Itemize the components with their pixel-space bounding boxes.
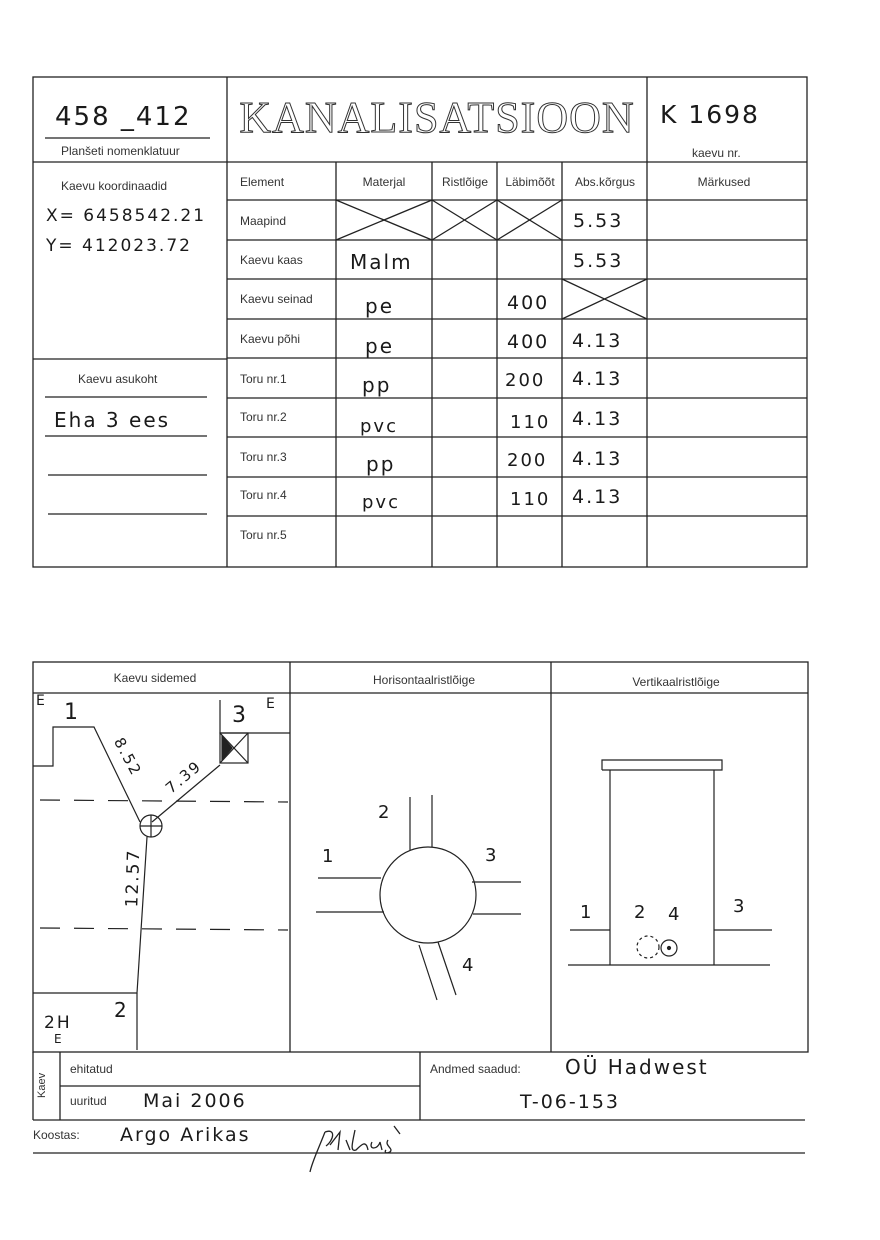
col-header-diameter: Läbimõõt: [505, 175, 555, 189]
data-source-value: OÜ Hadwest: [565, 1055, 709, 1079]
well-side-label: Kaev: [36, 1072, 48, 1098]
signature: [310, 1126, 400, 1172]
row-height: 4.13: [572, 368, 623, 390]
col-header-cross-section: Ristlõige: [441, 175, 489, 189]
vertical-pipe-3-label: 3: [733, 896, 747, 917]
row-element: Toru nr.1: [240, 372, 287, 386]
col-header-abs-height: Abs.kõrgus: [574, 175, 636, 189]
row-element: Kaevu põhi: [240, 332, 301, 346]
location-label: Kaevu asukoht: [78, 372, 158, 386]
vertical-section-title: Vertikaalristlõige: [632, 675, 720, 689]
well-number-label: kaevu nr.: [692, 146, 741, 160]
row-element: Toru nr.4: [240, 488, 287, 502]
distance-pipe-2: 12.57: [122, 848, 145, 908]
vertical-sketch: [568, 760, 772, 965]
surveyed-value: Mai 2006: [143, 1090, 247, 1112]
row-height: 4.13: [572, 330, 623, 352]
form-title: KANALISATSIOON: [239, 93, 635, 142]
row-element: Toru nr.3: [240, 450, 287, 464]
row-material: pvc: [360, 416, 398, 437]
direction-e-label: E: [54, 1032, 64, 1046]
connections-sketch: [33, 700, 290, 1050]
row-element: Kaevu seinad: [240, 292, 313, 306]
distance-pipe-1: 8.52: [110, 734, 146, 780]
row-material: pe: [365, 294, 394, 318]
row-height: 5.53: [573, 210, 624, 232]
sheet-number: 458 _412: [55, 102, 192, 132]
row-height: 4.13: [572, 448, 623, 470]
row-material: pp: [366, 452, 396, 476]
connections-title: Kaevu sidemed: [113, 671, 197, 685]
row-height: 4.13: [572, 486, 623, 508]
pipe-3-label: 3: [232, 703, 248, 728]
direction-e-label: E: [266, 696, 277, 712]
row-element: Maapind: [240, 214, 287, 228]
row-element: Toru nr.2: [240, 410, 287, 424]
row-element: Kaevu kaas: [240, 253, 303, 267]
row-diameter: 400: [507, 331, 550, 353]
vertical-pipe-4-label: 4: [668, 904, 682, 925]
row-height: 4.13: [572, 408, 623, 430]
row-material: Malm: [350, 250, 413, 274]
row-material: pp: [362, 373, 392, 397]
pipe-2-label: 2: [114, 998, 129, 1022]
location-value: Eha 3 ees: [54, 408, 171, 432]
surveyed-label: uuritud: [70, 1094, 107, 1108]
data-source-ref: T-06-153: [520, 1091, 621, 1113]
col-header-material: Materjal: [362, 175, 406, 189]
row-height: 5.53: [573, 250, 624, 272]
sheet-number-label: Planšeti nomenklatuur: [61, 144, 180, 158]
horizontal-section-title: Horisontaalristlõige: [372, 673, 476, 687]
coordinates-label: Kaevu koordinaadid: [61, 179, 168, 193]
col-header-notes: Märkused: [697, 175, 751, 189]
row-material: pvc: [362, 492, 400, 513]
coordinate-x: X= 6458542.21: [46, 206, 207, 226]
label-2h: 2H: [44, 1013, 72, 1033]
well-number: K 1698: [660, 100, 760, 129]
distance-pipe-3: 7.39: [162, 756, 206, 798]
horizontal-pipe-1-label: 1: [322, 846, 336, 867]
compiled-value: Argo Arikas: [120, 1124, 251, 1146]
row-diameter: 110: [510, 489, 551, 510]
horizontal-pipe-2-label: 2: [378, 802, 392, 823]
horizontal-pipe-3-label: 3: [485, 845, 499, 866]
horizontal-pipe-4-label: 4: [462, 955, 476, 976]
data-source-label: Andmed saadud:: [430, 1062, 521, 1076]
built-label: ehitatud: [70, 1062, 113, 1076]
row-diameter: 110: [510, 412, 551, 433]
vertical-pipe-2-label: 2: [634, 902, 648, 923]
row-diameter: 400: [507, 292, 550, 314]
horizontal-sketch: [316, 795, 521, 1000]
row-element: Toru nr.5: [240, 528, 287, 542]
vertical-pipe-1-label: 1: [580, 902, 594, 923]
compiled-label: Koostas:: [33, 1128, 80, 1142]
row-diameter: 200: [507, 450, 548, 471]
coordinate-y: Y= 412023.72: [46, 236, 192, 256]
pipe-1-label: 1: [64, 700, 80, 725]
direction-e-label: E: [36, 693, 47, 709]
row-diameter: 200: [505, 370, 546, 391]
row-material: pe: [365, 334, 394, 358]
col-header-element: Element: [240, 175, 285, 189]
